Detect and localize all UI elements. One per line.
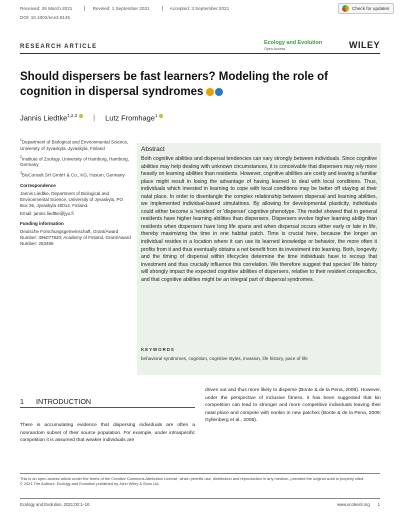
- affiliations-sidebar: [20, 137, 132, 249]
- author-affil-sup: 1: [154, 113, 158, 118]
- footnote-rule: [20, 473, 380, 474]
- intro-paragraph-left: There is accumulating evidence that dispersing individuals are often a nonrandom subset of their source population. For example, under intraspecific competition it is assumed that weaker individuals are: [20, 423, 195, 444]
- revised-date: Revised: 1 September 2021: [92, 6, 150, 11]
- author-name[interactable]: Lutz Fromhage: [105, 113, 155, 123]
- funding-heading: Funding information: [20, 220, 64, 226]
- section-title: INTRODUCTION: [36, 397, 92, 406]
- orcid-icon[interactable]: [79, 114, 83, 118]
- correspondence-heading: Correspondence: [20, 182, 56, 188]
- footer-rule: [20, 498, 380, 499]
- license-text: This is an open access article under the terms of the Creative Commons Attribution License, which permits use, distribution and reproduction in any medium, provided the original work is properly cited.: [20, 476, 365, 481]
- license-footnote: [20, 476, 380, 486]
- open-access-label: Open Access: [264, 47, 286, 51]
- dates-bar: [20, 6, 350, 11]
- abstract-heading: Abstract: [141, 146, 165, 153]
- author-affil-sup: 1,2,3: [67, 113, 78, 118]
- affiliation: $^1$Department of Biological and Environmental Science, University of Jyvaskyla, Jyvaskyla, Finland: [20, 138, 129, 151]
- abstract-box: [137, 143, 381, 375]
- article-type: RESEARCH ARTICLE: [20, 44, 98, 50]
- journal-citation: Ecology and Evolution. 2021;00:1–10.: [20, 502, 91, 507]
- journal-name: Ecology and Evolution: [264, 40, 323, 46]
- correspondence-body: Jannis Liedtke, Department of Biological and Environmental Science, University of Jyvaskyla, PO Box 35, Jyvaskyla 40014, Finland.: [20, 190, 124, 208]
- journal-url[interactable]: www.ecolevol.org: [337, 502, 370, 507]
- open-access-icon: [206, 88, 214, 96]
- author-name[interactable]: Jannis Liedtke: [20, 113, 68, 123]
- check-updates-label: Check for updates: [352, 6, 390, 11]
- section-number: 1: [20, 397, 24, 406]
- article-title: [20, 70, 350, 100]
- doi[interactable]: DOI: 10.1002/ece3.8145: [20, 15, 71, 20]
- correspondence-email[interactable]: Email: jannis.liedtke@jyu.fi: [20, 210, 74, 216]
- check-updates-button[interactable]: [338, 3, 394, 14]
- header-rule: [20, 53, 380, 54]
- author-list: [20, 113, 163, 122]
- received-date: Received: 26 March 2021: [20, 6, 73, 11]
- journal-logo[interactable]: [264, 40, 322, 51]
- footer-right: [337, 502, 380, 507]
- affiliation: $^2$Institute of Zoology, University of Hamburg, Hamburg, Germany: [20, 154, 129, 167]
- page-number: 1: [377, 502, 380, 507]
- keywords-heading: KEYWORDS: [141, 347, 175, 352]
- section-heading: [20, 397, 91, 406]
- article-title-text: Should dispersers be fast learners? Modeling the role of cognition in dispersal syndromes: [20, 71, 329, 98]
- crossmark-icon: [342, 5, 349, 12]
- orcid-icon[interactable]: [159, 114, 163, 118]
- affiliation: $^3$BioConsult SH GmbH & Co., KG, Husum, Germany: [20, 171, 125, 178]
- accepted-date: Accepted: 3 September 2021: [169, 6, 230, 11]
- section-rule: [20, 407, 195, 408]
- keywords-list: behavioral syndromes, cognition, cognitive styles, invasion, life history, pace of life: [141, 356, 308, 361]
- publisher-logo: WILEY: [349, 40, 380, 50]
- author-divider: |: [93, 113, 96, 123]
- intro-paragraph-right: driven out and thus more likely to disperse (Bonte & de la Pena, 2009). However, under the perspective of inclusive fitness, it has been suggested that kin competition can lead to stronger and more competitive individuals leaving their natal place and compete with nonkin in new patches (Bonte & de la Pena, 2009; Gyllenberg et al., 2008).: [205, 388, 381, 424]
- copyright-text: © 2021 The Authors. Ecology and Evolution published by John Wiley & Sons Ltd.: [20, 481, 160, 487]
- abstract-text: Both cognitive abilities and dispersal tendencies can vary strongly between individuals. Since cognitive abilities may help dealing with unknown circumstances, it is conceivable that dispersers may rely more heavily on learning abilities than residents. However, cognitive abilities are costly and leaving a familiar place might result in losing the advantage of having learned to deal with local conditions. Thus, individuals which invested in learning to cope with local conditions may be better off staying at their natal place. In order to disentangle the complex relationship between dispersal and learning abilities, we implemented individual-based simulations. By allowing for developmental plasticity, individuals could either become a 'resident' or 'disperser' cognitive phenotype. The model showed that in general residents have higher learning abilities than dispersers. Dispersers evolve higher learning ability than residents when dispersers have long life spans and when dispersal occurs either early or late in life, thereby maximizing the time in one habitat patch. Time is crucial here, because the longer an individual resides in a location where it can use its learned knowledge or behavior, the more often it profits from it and thus eventually obtains a net benefit from its investment into learning. Both, longevity and the timing of dispersal within lifecycles determine the time individuals have to recoup that investment and thus crucially influence this correlation. We therefore suggest that species' life history will strongly impact the expected cognitive abilities of dispersers, relative to their resident conspecifics, and that cognitive abilities might be an integral part of dispersal syndromes.: [141, 156, 377, 283]
- funding-body: Deutsche Forschungsgemeinschaft, Grant/Award Number: 396077820; Academy of Finland, Grant/Award Number: 283486: [20, 228, 131, 246]
- creative-commons-icon: [215, 88, 223, 96]
